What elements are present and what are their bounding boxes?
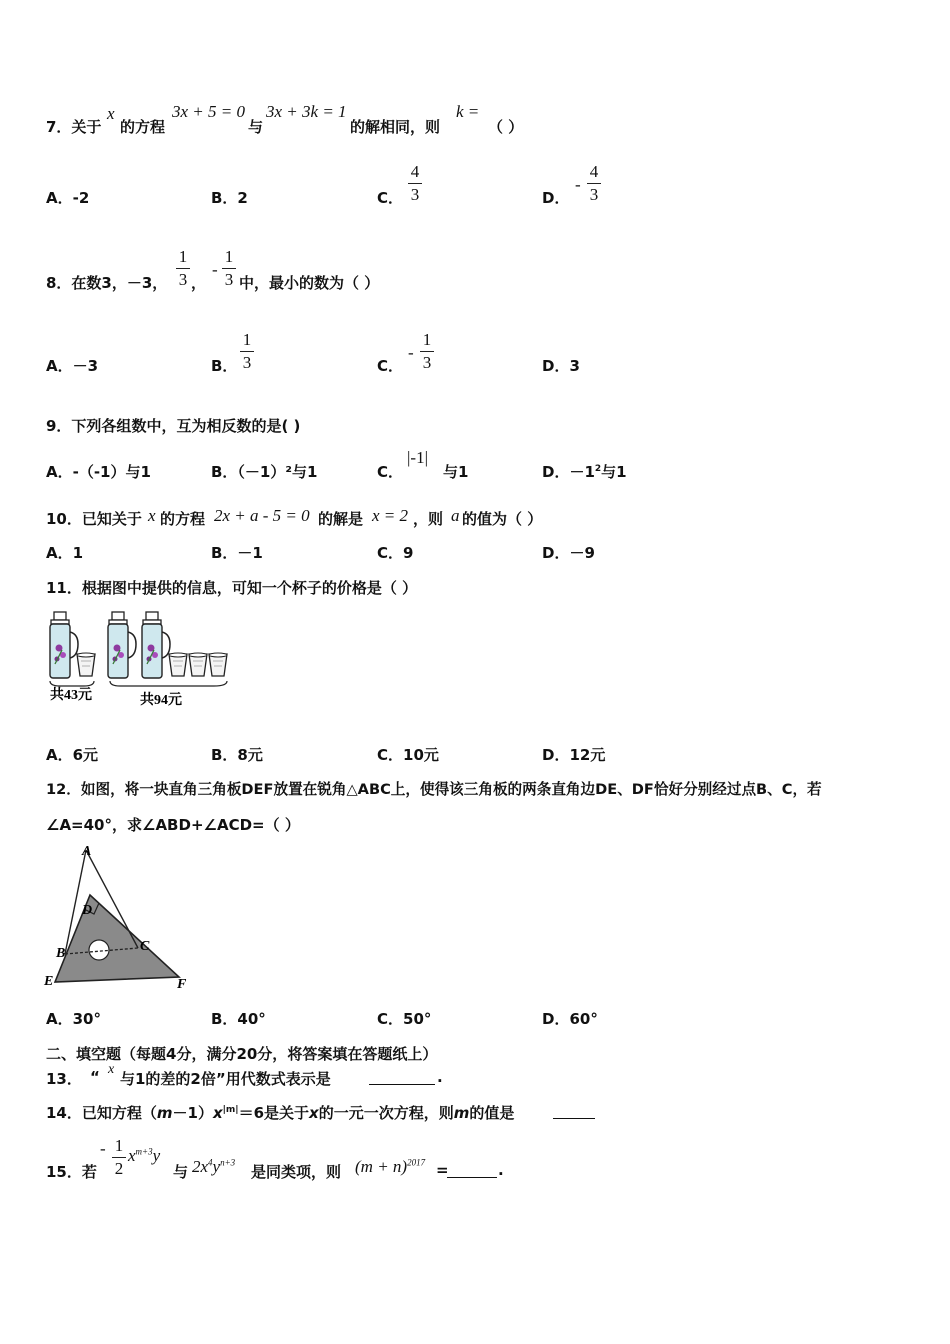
label-a: A [82, 844, 92, 859]
fraction-bar [240, 351, 254, 352]
fraction-numerator: 1 [422, 330, 432, 349]
q15-negative-sign: - [100, 1139, 106, 1158]
q8-option-b[interactable]: B． [211, 357, 238, 375]
fraction-numerator: 4 [589, 162, 599, 181]
q14-var-x-2: x [309, 1104, 319, 1122]
fraction-numerator: 1 [224, 247, 234, 266]
q11-figure-label-1: 共43元 [50, 688, 92, 703]
cup-icon [77, 653, 95, 676]
q8-negative-sign: - [212, 260, 218, 279]
q7-option-d-sign: - [575, 175, 581, 194]
q9-option-c[interactable]: C． [377, 463, 404, 481]
q13-number: 13． [46, 1070, 82, 1088]
fraction-bar [222, 268, 236, 269]
fraction-bar [420, 351, 434, 352]
q10-solution: x = 2 [372, 506, 409, 525]
q12-figure [38, 840, 198, 992]
q8-option-c[interactable]: C． [377, 357, 404, 375]
q7-text-2: 与 [248, 118, 264, 136]
q15-term-2-exponent-1: 4 [208, 1157, 213, 1168]
q7-number: 7．关于 [46, 118, 102, 136]
q14-answer-blank[interactable] [553, 1102, 595, 1119]
q10-var-a: a [451, 506, 460, 525]
q8-option-d[interactable]: D．3 [542, 357, 580, 375]
thermos-icon [108, 612, 136, 678]
q7-option-a[interactable]: A．-2 [46, 189, 90, 207]
fraction-denominator: 3 [242, 353, 252, 372]
cup-icon [189, 653, 207, 676]
q14-var-m: m [156, 1104, 173, 1122]
q9-option-d[interactable] [542, 461, 627, 482]
q10-text-2: 的解是 [318, 510, 364, 528]
thermos-icon [142, 612, 170, 678]
q7-answer-paren: （ ） [488, 118, 524, 136]
q15-term-1-exponent: m+3 [135, 1146, 153, 1157]
q7-option-c[interactable]: C． [377, 189, 404, 207]
q8-option-c-fraction [420, 330, 434, 373]
q12-option-d[interactable]: D．60° [542, 1010, 598, 1028]
q9-option-c-abs-expr: |-1| [407, 448, 428, 467]
fraction-numerator: 1 [178, 247, 188, 266]
q14-exponent: |m| [222, 1105, 239, 1115]
q8-separator: ， [191, 274, 207, 292]
q14-text-3: 的值是 [469, 1104, 515, 1122]
q9-option-b[interactable]: B．（－1）²与1 [211, 463, 318, 481]
q10-text-4: 的值为（ ） [462, 510, 543, 528]
q10-stem: 10．已知关于 [46, 510, 142, 528]
q15-answer-blank[interactable] [447, 1161, 497, 1178]
q8-fraction-1 [176, 247, 190, 290]
q10-equation: 2x + a - 5 = 0 [214, 506, 310, 525]
fraction-denominator: 3 [224, 270, 234, 289]
q15-expression-exponent: 2017 [407, 1157, 426, 1168]
q7-equation-1: 3x + 5 = 0 [172, 102, 245, 121]
q15-text-1: 与 [173, 1163, 189, 1181]
q14-text-mid: －1） [172, 1104, 213, 1122]
label-d: D [82, 903, 93, 918]
q8-option-a[interactable]: A．－3 [46, 357, 99, 375]
cup-icon [209, 653, 227, 676]
fraction-denominator: 3 [178, 270, 188, 289]
q7-text-3: 的解相同，则 [350, 118, 441, 136]
q10-option-a[interactable]: A．1 [46, 544, 84, 562]
label-c: C [140, 939, 150, 954]
q12-option-a[interactable]: A．30° [46, 1010, 101, 1028]
q10-option-d[interactable]: D．－9 [542, 544, 595, 562]
fraction-bar [587, 183, 601, 184]
fraction-numerator: 1 [114, 1136, 124, 1155]
q15-term-1-base: x [128, 1146, 136, 1165]
q15-equals: = [436, 1161, 449, 1179]
q11-figure-label-2: 共94元 [140, 693, 182, 708]
label-f: F [177, 977, 187, 992]
q14-var-m-2: m [453, 1104, 470, 1122]
q7-var-x: x [107, 104, 115, 123]
label-b: B [56, 946, 66, 961]
fraction-denominator: 3 [410, 185, 420, 204]
q15-term-2-base: 2x [192, 1157, 209, 1176]
q15-expression [355, 1157, 425, 1177]
q10-option-c[interactable]: C．9 [377, 544, 414, 562]
q8-fraction-2 [222, 247, 236, 290]
fraction-numerator: 1 [242, 330, 252, 349]
q12-option-c[interactable]: C．50° [377, 1010, 432, 1028]
q10-text-3: ，则 [413, 510, 444, 528]
q12-stem-line-2: ∠A=40°，求∠ABD+∠ACD=（ ） [46, 816, 300, 834]
fraction-numerator: 4 [410, 162, 420, 181]
q7-option-c-fraction [408, 162, 422, 205]
brace-2 [110, 681, 227, 686]
q14-text-1: ＝6是关于 [238, 1104, 310, 1122]
q15-term-2 [192, 1157, 235, 1177]
q7-text-1: 的方程 [120, 118, 166, 136]
q8-option-b-fraction [240, 330, 254, 373]
thermos-icon [50, 612, 78, 678]
q7-option-b[interactable]: B．2 [211, 189, 248, 207]
q8-stem: 8．在数3，－3， [46, 274, 168, 292]
q7-option-d[interactable]: D． [542, 189, 570, 207]
fraction-bar [112, 1157, 126, 1158]
q10-text-1: 的方程 [160, 510, 206, 528]
section-2-title: 二、填空题（每题4分，满分20分，将答案填在答题纸上） [46, 1045, 438, 1063]
q7-k-equals: k = [456, 102, 480, 121]
q15-expression-base: (m + n) [355, 1157, 408, 1176]
q9-option-a[interactable]: A．-（-1）与1 [46, 463, 151, 481]
q11-figure [44, 608, 244, 712]
q13-var-x: x [108, 1062, 115, 1077]
q13-answer-blank[interactable] [369, 1068, 435, 1085]
q15-term-1-y: y [152, 1146, 161, 1165]
q13-end: . [437, 1068, 443, 1086]
q14-stem [46, 1102, 514, 1123]
q15-term-2-exponent-2: n+3 [220, 1157, 236, 1168]
q7-equation-2: 3x + 3k = 1 [266, 102, 347, 121]
fraction-denominator: 3 [589, 185, 599, 204]
q13-open-quote: “ [90, 1068, 100, 1086]
fraction-denominator: 2 [114, 1159, 124, 1178]
q12-option-b[interactable]: B．40° [211, 1010, 266, 1028]
q15-text-2: 是同类项，则 [251, 1163, 342, 1181]
q7-stem [46, 116, 101, 137]
q11-option-a[interactable]: A．6元 [46, 746, 99, 764]
q9-option-c-tail: 与1 [443, 463, 469, 481]
q9-option-d-label: D．－1 [542, 463, 595, 481]
q10-var-x: x [148, 506, 156, 525]
fraction-denominator: 3 [422, 353, 432, 372]
q15-number: 15．若 [46, 1163, 97, 1181]
label-e: E [44, 974, 54, 989]
fraction-bar [408, 183, 422, 184]
q11-option-d[interactable]: D．12元 [542, 746, 606, 764]
q15-end: . [498, 1161, 504, 1179]
q10-option-b[interactable]: B．－1 [211, 544, 263, 562]
q9-stem: 9．下列各组数中，互为相反数的是( ) [46, 417, 301, 435]
q15-term-2-y: y [212, 1157, 221, 1176]
cup-icon [169, 653, 187, 676]
q14-text-2: 的一元一次方程，则 [318, 1104, 454, 1122]
q8-option-c-sign: - [408, 343, 414, 362]
brace-1 [50, 681, 94, 686]
q11-option-c[interactable]: C．10元 [377, 746, 439, 764]
q14-number: 14．已知方程（ [46, 1104, 157, 1122]
q9-option-d-exponent: 2 [594, 464, 602, 474]
q12-stem-line-1: 12．如图，将一块直角三角板DEF放置在锐角△ABC上，使得该三角板的两条直角边DE、DF恰好分别经过点B、C，若 [46, 781, 822, 798]
q7-option-d-fraction [587, 162, 601, 205]
q11-option-b[interactable]: B．8元 [211, 746, 263, 764]
q9-option-d-tail: 与1 [601, 463, 627, 481]
q14-var-x: x [212, 1104, 223, 1122]
q13-stem-tail: 与1的差的2倍”用代数式表示是 [120, 1070, 331, 1088]
q11-stem: 11．根据图中提供的信息，可知一个杯子的价格是（ ） [46, 579, 418, 597]
q15-term-1 [128, 1146, 160, 1166]
q8-stem-tail: 中，最小的数为（ ） [239, 274, 380, 292]
q15-fraction [112, 1136, 126, 1179]
fraction-bar [176, 268, 190, 269]
